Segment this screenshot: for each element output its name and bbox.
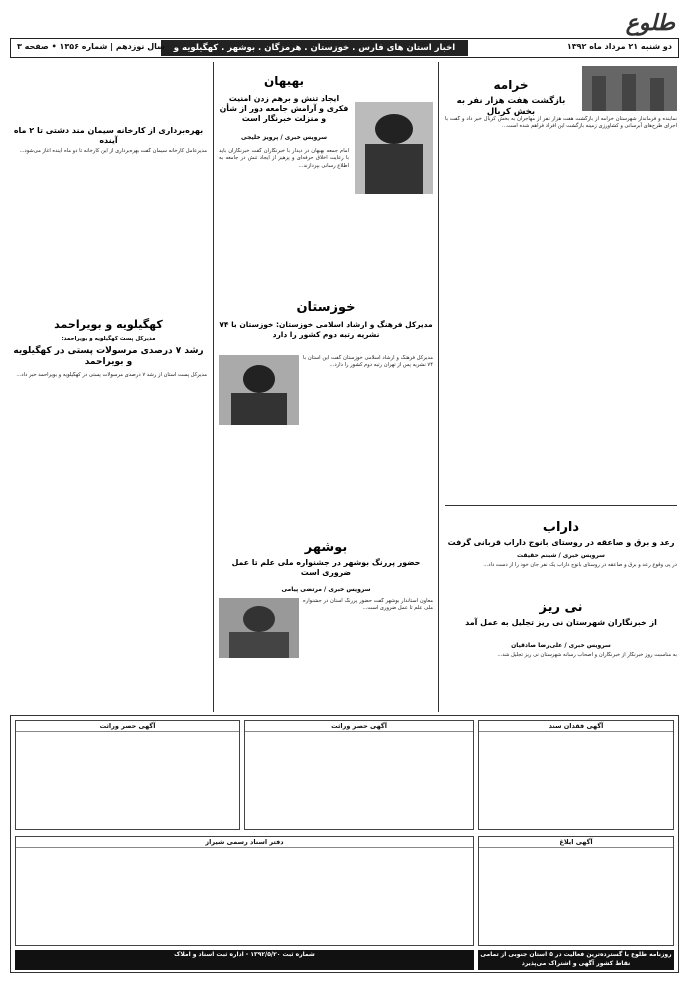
body-bushehr: معاون استاندار بوشهر گفت حضور پررنگ استان در جشنواره ملی علم تا عمل ضروری است...: [303, 598, 433, 612]
body-kohgiluyeh: مدیرکل پست استان از رشد ۷ درصدی مرسولات پستی در کهگیلویه و بویراحمد خبر داد...: [16, 372, 207, 378]
section-banner: اخبار استان های فارس . خوزستان . هرمزگان . بوشهر . کهگیلویه و بویراحمد: [161, 40, 468, 56]
body-behbahan: امام جمعه بهبهان در دیدار با خبرنگاران گفت خبرنگاران باید با رعایت اخلاق حرفه‌ای و پرهیز از ایجاد تنش در جامعه به اطلاع رسانی بپردازند...: [219, 148, 349, 169]
headline-kohgiluyeh: رشد ۷ درصدی مرسولات پستی در کهگیلویه و بویراحمد: [13, 346, 204, 367]
byline-kohgiluyeh: مدیرکل پست کهگیلویه و بویراحمد:: [61, 336, 156, 342]
issue-info: سال نوزدهم | شماره ۱۳۵۶ • صفحه ۳: [17, 42, 166, 51]
kicker-khuzestan: خوزستان: [296, 300, 356, 315]
notice-box: آگهی فقدان سند: [478, 720, 674, 830]
notice-box: آگهی ابلاغ: [478, 836, 674, 946]
headline-sirjan: بهره‌برداری از کارخانه سیمان مند دشتی تا ۲ ماه آینده: [13, 126, 204, 145]
kicker-kharameh: خرامه: [493, 78, 529, 92]
body-neyriz: به مناسبت روز خبرنگار از خبرنگاران و اصحاب رسانه شهرستان نی ریز تجلیل شد...: [497, 652, 677, 658]
photo-bushehr-official: [219, 598, 299, 658]
body-sirjan: مدیرعامل کارخانه سیمان گفت بهره‌برداری از این کارخانه تا دو ماه آینده آغاز می‌شود...: [19, 148, 207, 154]
newspaper-logo: طلوع: [625, 10, 675, 36]
headline-kharameh: بازگشت هفت هزار نفر به بخش کربال: [456, 96, 566, 117]
headline-darab: رعد و برق و صاعقه در روستای بانوج داراب قربانی گرفت: [447, 538, 675, 547]
headline-bushehr: حضور پررنگ بوشهر در جشنواره ملی علم تا عمل ضروری است: [231, 558, 421, 577]
headline-khuzestan: مدیرکل فرهنگ و ارشاد اسلامی خوزستان: خوزستان با ۷۴ نشریه رتبه دوم کشور را دارد: [219, 320, 433, 339]
byline-bushehr: سرویس خبری / مرتضی پیامی: [281, 586, 371, 593]
issue-date: دو شنبه ۲۱ مرداد ماه ۱۳۹۲: [566, 42, 672, 51]
footer-registration: شماره ثبت ۱۳۹۲/۵/۲۰ - اداره ثبت اسناد و املاک: [15, 950, 474, 970]
kicker-behbahan: بهبهان: [264, 74, 304, 88]
body-kharameh: نماینده و فرماندار شهرستان خرامه از بازگشت هفت هزار نفر از مهاجران به بخش کربال خبر داد و گفت با اجرای طرح‌های آبرسانی و کشاورزی زمینه بازگشت این افراد فراهم شده است...: [445, 116, 677, 130]
kicker-bushehr: بوشهر: [304, 540, 348, 555]
column-rule: [438, 62, 439, 712]
byline-darab: سرویس خبری / شبنم حقیقت: [517, 552, 605, 559]
notice-box: آگهی حصر وراثت: [15, 720, 240, 830]
notice-box: آگهی حصر وراثت: [244, 720, 474, 830]
column-rule: [213, 62, 214, 712]
body-khuzestan: مدیرکل فرهنگ و ارشاد اسلامی خوزستان گفت این استان با ۷۴ نشریه پس از تهران رتبه دوم کشور را دارد...: [303, 355, 433, 369]
body-darab: در پی وقوع رعد و برق و صاعقه در روستای بانوج داراب یک نفر جان خود را از دست داد...: [483, 562, 677, 568]
photo-ceremony: [582, 66, 677, 111]
headline-behbahan: ایجاد تنش و برهم زدن امنیت فکری و آرامش جامعه دور از شأن و منزلت خبرنگار است: [219, 94, 349, 123]
kicker-kohgiluyeh: کهگیلویه و بویراحمد: [54, 318, 163, 331]
kicker-darab: داراب: [542, 520, 580, 535]
classifieds-section: [10, 715, 679, 973]
divider: [445, 505, 677, 506]
headline-neyriz: از خبرنگاران شهرستان نی ریز تجلیل به عمل آمد: [465, 618, 657, 627]
kicker-neyriz: نی ریز: [539, 600, 583, 615]
byline-neyriz: سرویس خبری / علی‌رضا صادقیان: [511, 642, 611, 649]
notice-box: دفتر اسناد رسمی شیراز: [15, 836, 474, 946]
page-header: [10, 38, 679, 69]
photo-cleric: [355, 102, 433, 194]
byline-behbahan: سرویس خبری / پرویز خلیجی: [241, 134, 327, 141]
photo-official: [219, 355, 299, 425]
footer-banner: روزنامه طلوع با گسترده‌ترین فعالیت در ۵ استان جنوبی از تمامی نقاط کشور آگهی و اشتراک می‌پذیرد: [478, 950, 674, 970]
